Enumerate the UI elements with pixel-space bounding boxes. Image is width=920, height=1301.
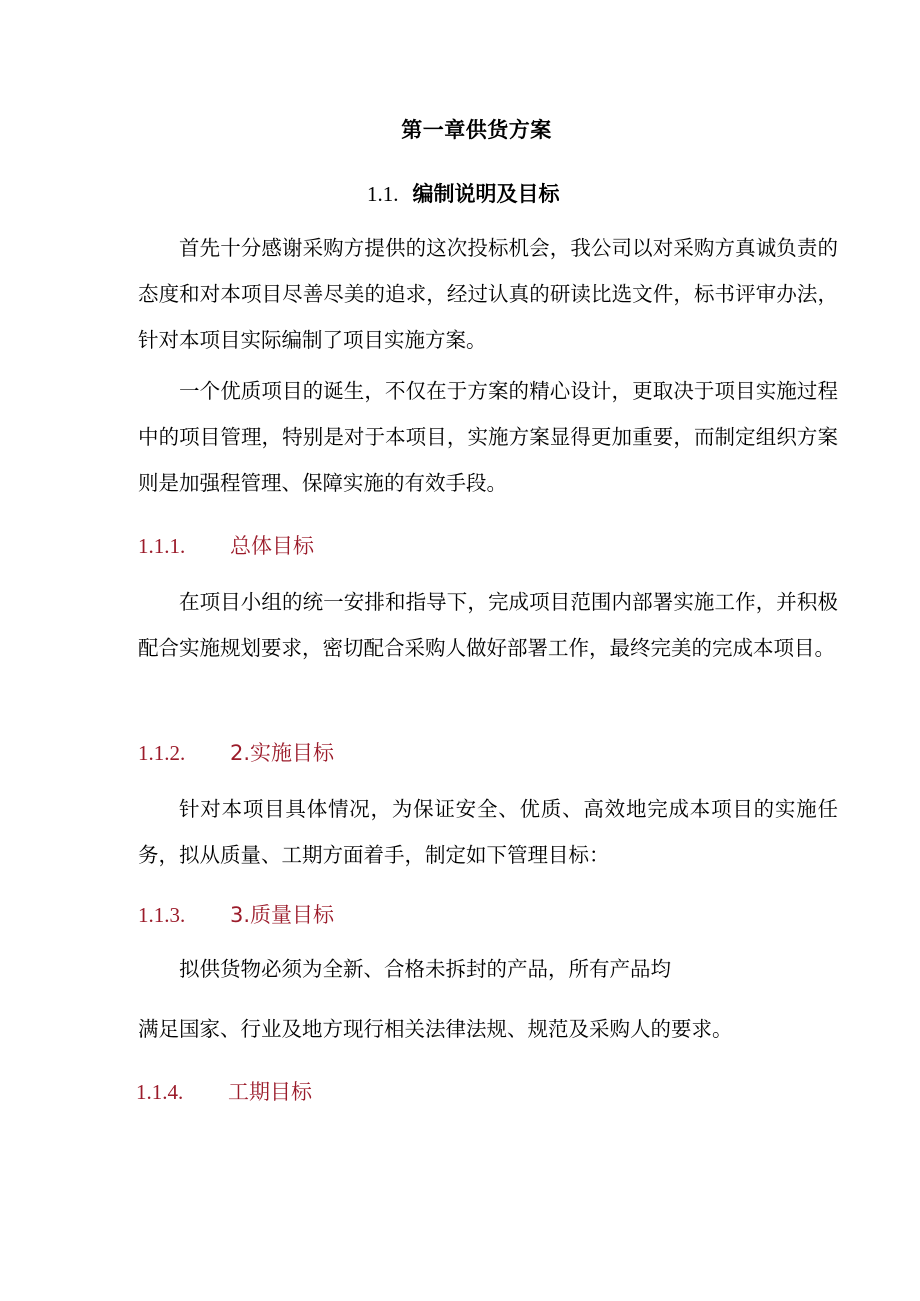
section-title-text: 编制说明及目标 [412, 182, 560, 206]
subsection-heading-3 [138, 899, 334, 929]
subsection-title: 3.质量目标 [230, 903, 335, 927]
intro-paragraph-1: 首先十分感谢采购方提供的这次投标机会，我公司以对采购方真诚负责的态度和对本项目尽善尽美的追求，经过认真的研读比选文件，标书评审办法，针对本项目实际编制了项目实施方案。 [138, 236, 838, 352]
subsection-heading-4 [136, 1076, 312, 1106]
section-title [367, 178, 560, 208]
intro-paragraph-2: 一个优质项目的诞生，不仅在于方案的精心设计，更取决于项目实施过程中的项目管理，特别是对于本项目，实施方案显得更加重要，而制定组织方案则是加强程管理、保障实施的有效手段。 [138, 379, 838, 495]
subsection-body-1: 在项目小组的统一安排和指导下，完成项目范围内部署实施工作，并积极配合实施规划要求，密切配合采购人做好部署工作，最终完美的完成本项目。 [138, 590, 838, 660]
subsection-title: 2.实施目标 [230, 741, 335, 765]
subsection-title: 工期目标 [228, 1080, 312, 1104]
subsection-body-3-line-2: 满足国家、行业及地方现行相关法律法规、规范及采购人的要求。 [138, 1017, 733, 1041]
subsection-heading-2 [138, 737, 334, 767]
section-number: 1.1. [367, 182, 399, 206]
subsection-body-2: 针对本项目具体情况，为保证安全、优质、高效地完成本项目的实施任务，拟从质量、工期方面着手，制定如下管理目标： [138, 797, 838, 867]
subsection-title: 总体目标 [230, 534, 314, 558]
subsection-number: 1.1.2. [138, 741, 186, 765]
subsection-number: 1.1.4. [136, 1080, 184, 1104]
subsection-body-3-line-1: 拟供货物必须为全新、合格未拆封的产品，所有产品均 [179, 957, 671, 981]
chapter-title: 第一章供货方案 [401, 118, 552, 142]
subsection-number: 1.1.1. [138, 534, 186, 558]
subsection-number: 1.1.3. [138, 903, 186, 927]
subsection-heading-1 [138, 530, 314, 560]
